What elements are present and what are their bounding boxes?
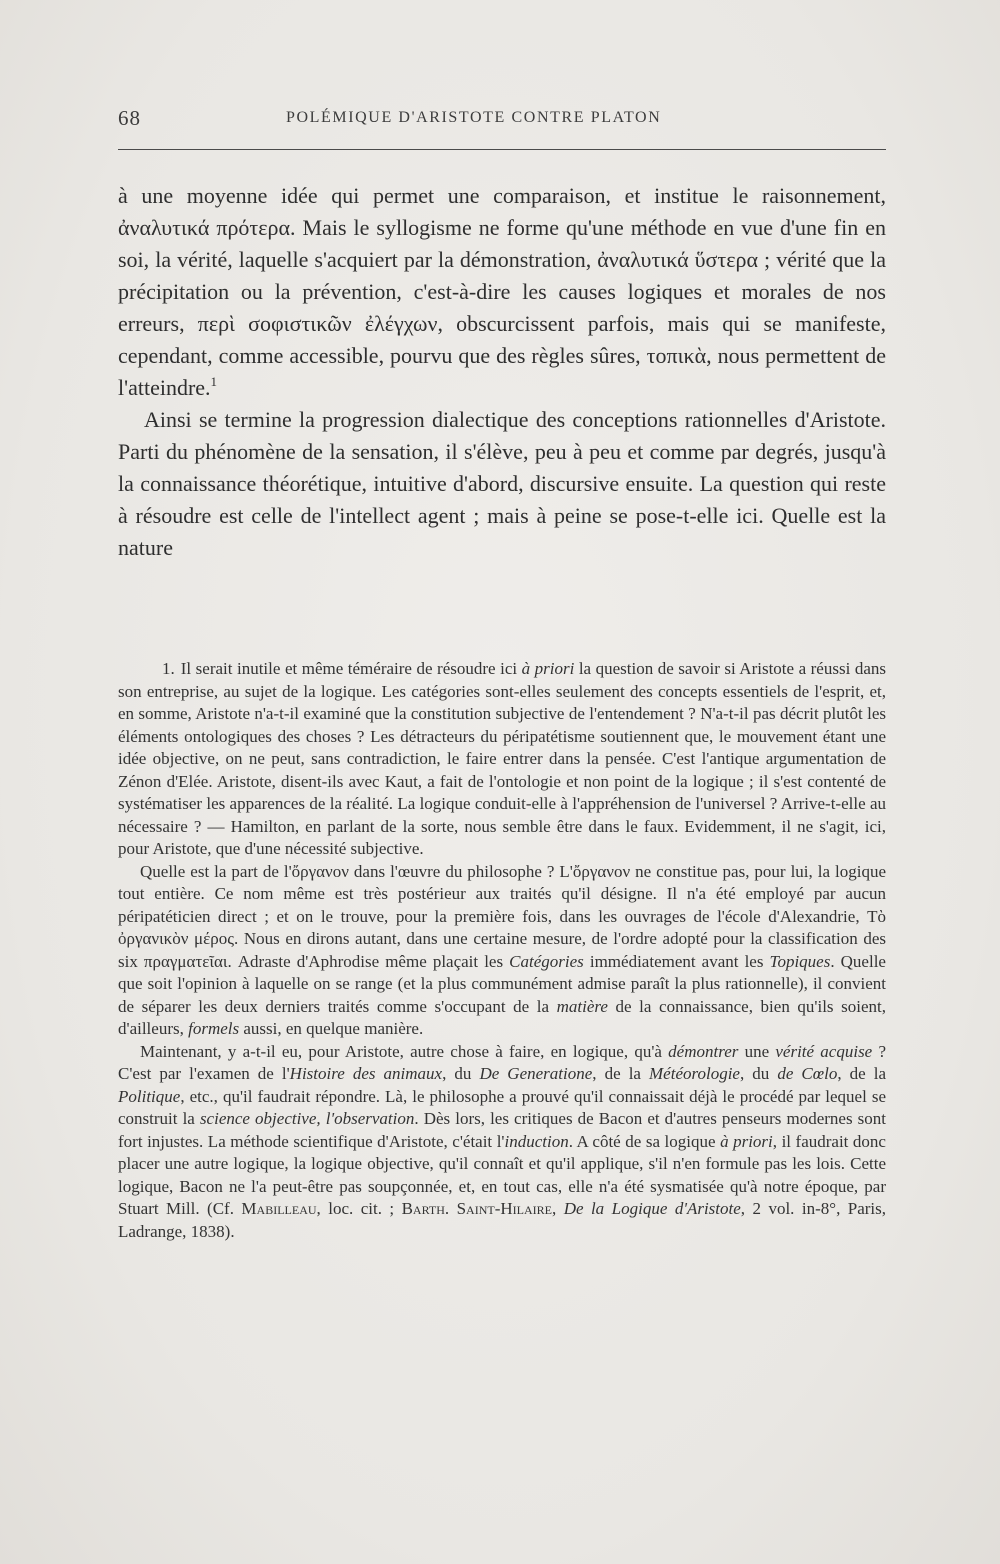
greek-term: ὄργανον: [572, 861, 631, 881]
footnote-paragraph: [118, 1041, 886, 1244]
text-run: , 2 vol. in-8°, Paris, Ladrange, 1838).: [118, 1199, 887, 1241]
greek-term: Τὸ ὀργανικὸν μέρος: [118, 906, 886, 948]
footnote: [118, 658, 886, 861]
italic-term: Topiques: [769, 951, 831, 971]
text-run: . Mais le syllogisme ne forme qu'une méthode en vue d'une fin en soi, la vérité, laquelle s'acquiert par la démonstration,: [118, 215, 886, 272]
text-run: de la connaissance, bien qu'ils soient, d'ailleurs,: [118, 996, 886, 1038]
page-header: [118, 106, 888, 136]
greek-term: ὄργανον: [291, 861, 349, 881]
running-title: POLÉMIQUE D'ARISTOTE CONTRE PLATON: [286, 109, 662, 126]
italic-term: Histoire des animaux: [289, 1064, 443, 1083]
footnote-marker: 1: [210, 374, 218, 389]
italic-term: Météorologie: [649, 1064, 740, 1083]
text-run: , obscurcissent parfois, mais qui se manifeste, cependant, comme accessible, pourvu que des règles sûres,: [118, 311, 886, 368]
italic-term: De Generatione: [479, 1064, 593, 1083]
text-run: , du: [442, 1064, 480, 1083]
text-run: , loc. cit. ;: [316, 1199, 402, 1218]
text-run: ne constitue pas, pour lui, la logique tout entière. Ce nom même est très postérieur aux traités qu'il désigne. Il n'a été employé par aucun péripatéticien direct ; et on le trouve, pour la première fois, dans les ouvrages de l'école d'Alexandrie,: [118, 861, 886, 926]
italic-term: à priori: [720, 1131, 773, 1151]
italic-term: de Cœlo: [777, 1064, 838, 1083]
greek-term: πραγματεῖαι: [143, 951, 228, 971]
author-name: Barth. Saint-Hilaire: [401, 1199, 552, 1218]
italic-term: démontrer: [668, 1041, 739, 1061]
text-run: , de la: [837, 1064, 886, 1083]
text-run: , de la: [592, 1064, 650, 1083]
greek-term: περὶ σοφιστικῶν ἐλέγχων: [197, 311, 438, 336]
text-run: , nous permettent de l'atteindre.: [118, 343, 886, 400]
footnote-paragraph: [118, 861, 886, 1041]
paragraph: [118, 180, 886, 404]
header-rule: [118, 149, 886, 150]
italic-term: induction: [504, 1131, 569, 1151]
text-run: . Quelle que soit l'opinion à laquelle on se range (et la plus communément admise paraît la plus rationnelle), il convient de séparer les deux derniers traités comme s'occupant de la: [118, 951, 886, 1016]
text-run: la question de savoir si Aristote a réussi dans son entreprise, au sujet de la logique. Les catégories sont-elles seulement des concepts essentiels de l'esprit, et, en somme, Aristote n'a-t-il examiné que la constitution subjective de l'entendement ? N'a-t-il pas décrit plutôt les éléments ontologiques des choses ? Les détracteurs du péripatétisme soutiennent que, le mouvement étant une idée objective, on ne peut, sans contradiction, le faire entrer dans la pensée. C'est l'antique argumentation de Zénon d'Elée. Aristote, disent-ils avec Kaut, a fait de l'ontologie et non point de la logique ; il s'est contenté de systématiser les apparences de la réalité. La logique conduit-elle à l'appréhension de l'universel ? Arrive-t-elle au nécessaire ? — Hamilton, en parlant de la sorte, nous semble être dans le faux. Evidemment, il ne s'agit, ici, pour Aristote, que d'une nécessité subjective.: [118, 659, 886, 858]
text-run: . A côté de sa logique: [568, 1131, 721, 1151]
text-run: ? C'est par l'examen de l': [118, 1041, 887, 1083]
italic-term: formels: [188, 1019, 240, 1038]
text-run: dans l'œuvre du philosophe ? L': [348, 861, 573, 881]
text-run: , etc., qu'il faudrait répondre. Là, le philosophe a prouvé qu'il connaissait déjà le procédé par lequel se construit la: [118, 1086, 886, 1128]
text-run: Maintenant, y a-t-il eu, pour Aristote, autre chose à faire, en logique, qu'à: [140, 1041, 669, 1061]
page-number: 68: [118, 106, 141, 130]
text-run: Quelle est la part de l': [140, 861, 292, 881]
text-run: . Nous en dirons autant, dans une certaine mesure, de l'ordre adopté pour la classification des six: [118, 929, 886, 971]
italic-term: Catégories: [509, 951, 584, 971]
greek-term: ἀναλυτικά πρότερα: [118, 215, 291, 240]
text-run: , du: [739, 1064, 778, 1083]
footnote-number: 1.: [162, 659, 175, 678]
text-run: à une moyenne idée qui permet une comparaison, et institue le raisonnement,: [118, 183, 886, 208]
greek-term: τοπικὰ: [646, 343, 707, 368]
italic-term: vérité acquise: [775, 1041, 873, 1061]
text-run: . Adraste d'Aphrodise même plaçait les: [227, 951, 510, 971]
text-run: Il serait inutile et même téméraire de résoudre ici: [180, 659, 522, 678]
text-run: . Dès lors, les critiques de Bacon et d'autres penseurs modernes sont fort injustes. La méthode scientifique d'Aristote, c'était l': [118, 1109, 887, 1151]
italic-term: science objective, l'observation: [199, 1109, 415, 1128]
text-run: ; vérité que la précipitation ou la prévention, c'est-à-dire les causes logiques et morales de nos erreurs,: [118, 247, 886, 336]
text-run: , il faudrait donc placer une autre logique, la logique objective, qu'il connaît et qu'il applique, s'il n'en formule pas les lois. Cette logique, Bacon ne l'a peut-être pas soupçonnée, et, en tout cas, elle n'a été sysmatisée qu'à notre époque, par Stuart Mill. (Cf.: [118, 1131, 886, 1218]
italic-term: à priori: [521, 659, 575, 678]
main-text: [118, 180, 886, 564]
italic-term: Politique: [118, 1086, 181, 1106]
text-run: ,: [551, 1199, 564, 1218]
footnotes: [118, 658, 886, 1243]
text-run: aussi, en quelque manière.: [239, 1019, 424, 1038]
italic-term: matière: [556, 996, 608, 1016]
greek-term: ἀναλυτικά ὕστερα: [597, 247, 758, 272]
paragraph: Ainsi se termine la progression dialectique des conceptions rationnelles d'Aristote. Parti du phénomène de la sensation, il s'élève, peu à peu et comme par degrés, jusqu'à la connaissance théorétique, intuitive d'abord, discursive ensuite. La question qui reste à résoudre est celle de l'intellect agent ; mais à peine se pose-t-elle ici. Quelle est la nature: [118, 407, 886, 560]
book-title: De la Logique d'Aristote: [563, 1199, 741, 1218]
text-run: immédiatement avant les: [583, 951, 770, 971]
author-name: Mabilleau: [241, 1199, 317, 1218]
text-run: une: [738, 1041, 776, 1061]
